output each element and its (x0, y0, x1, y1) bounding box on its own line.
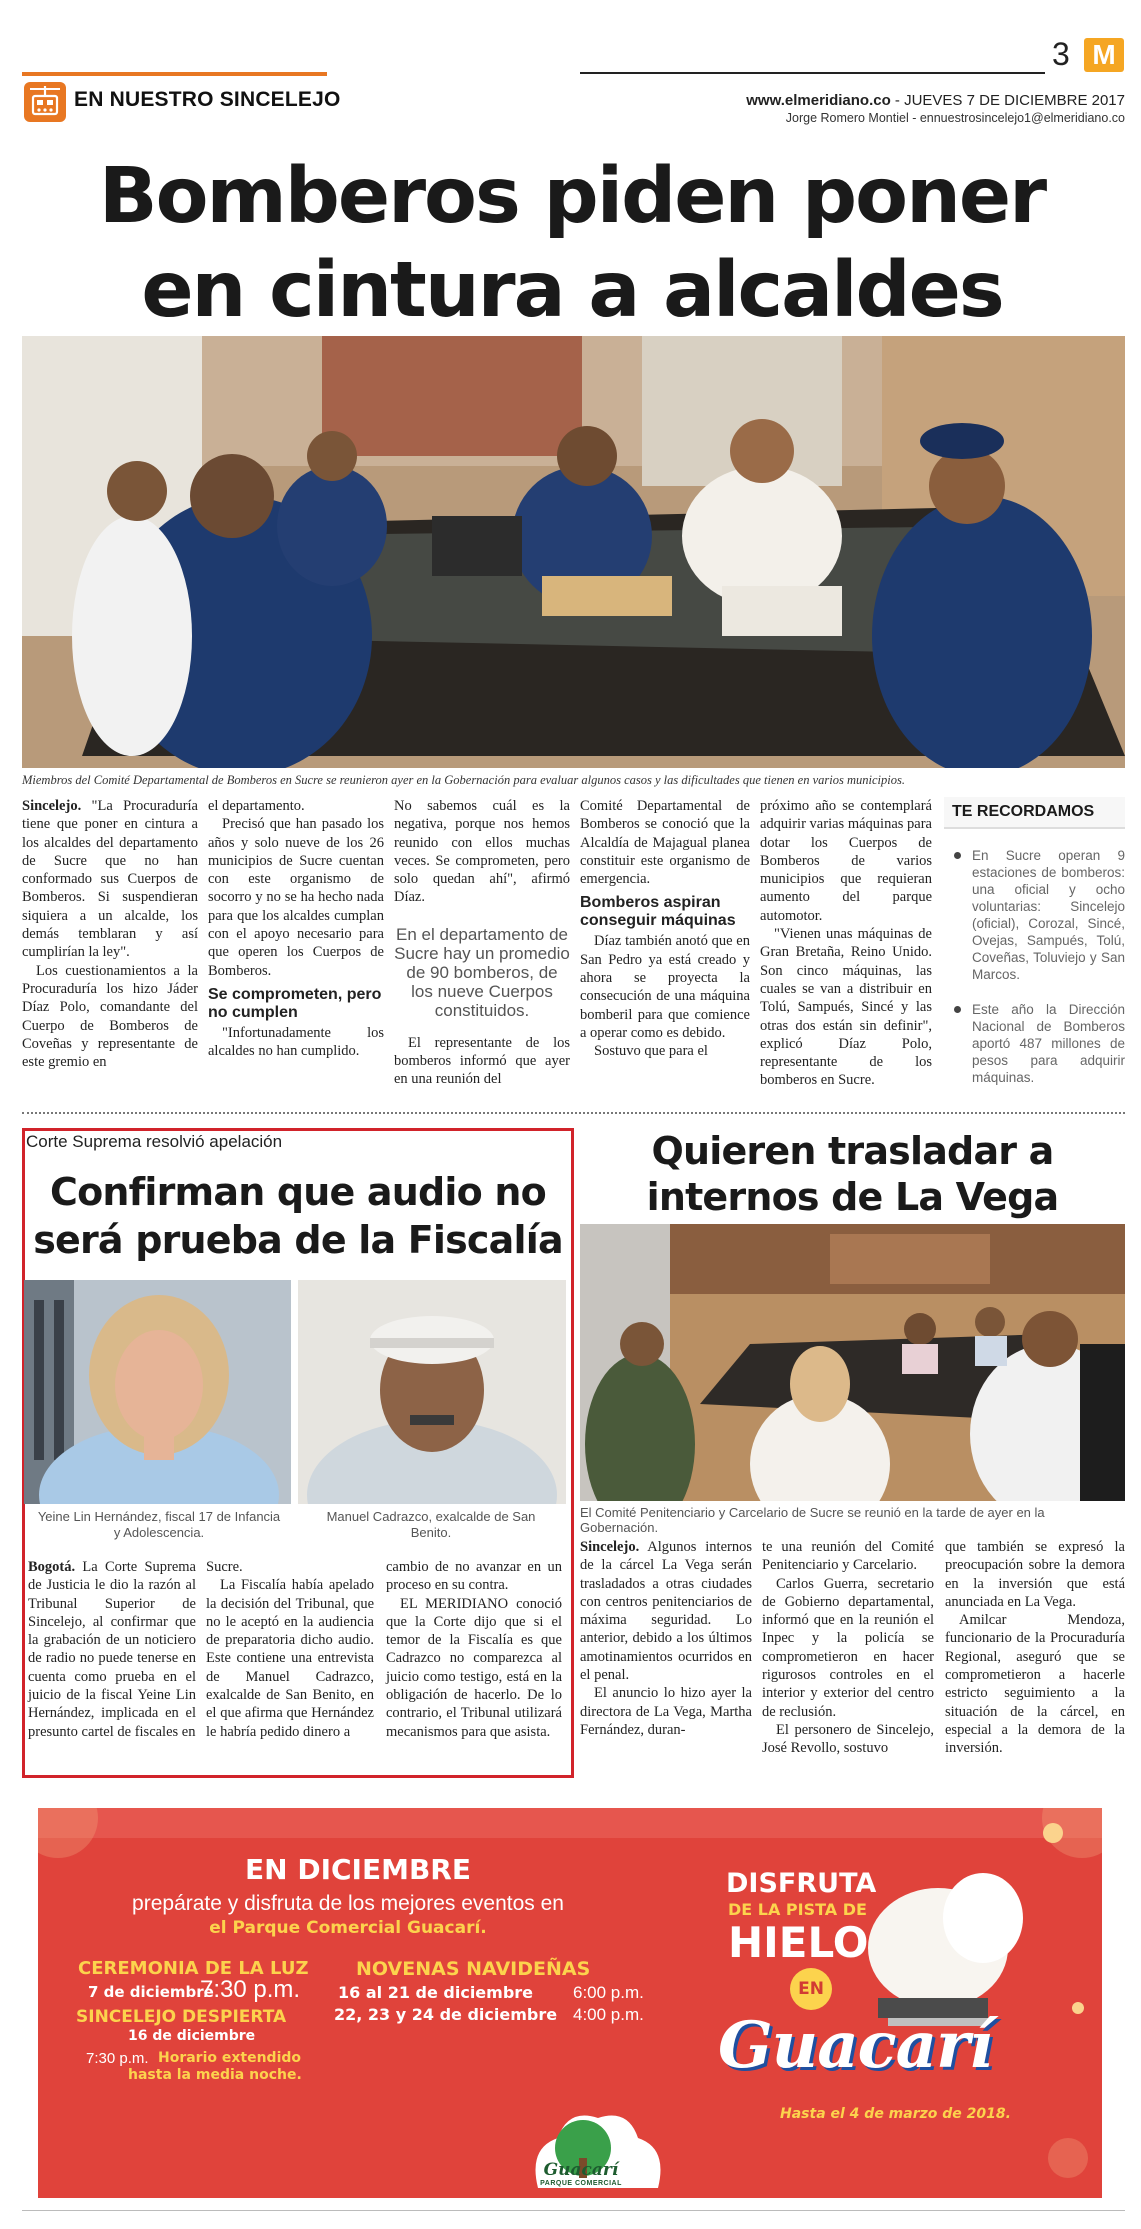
article2-headline-line1: Confirman que audio no (50, 1170, 546, 1214)
article3-headline (580, 1128, 1125, 1220)
paragraph: "Infortunadamente los alcaldes no han cumplido. (208, 1024, 384, 1060)
mayor-photo-caption: Manuel Cadrazco, exalcalde de San Benito. (326, 1509, 536, 1540)
article3-column-1 (580, 1538, 752, 1739)
article2-headline-line2: será prueba de la Fiscalía (33, 1218, 563, 1262)
paragraph: El anuncio lo hizo ayer la directora de La Vega, Martha Fernández, duran- (580, 1685, 752, 1738)
paragraph: te una reunión del Comité Penitenciario y Carcelario. (762, 1539, 934, 1574)
firefighters-meeting-photo (22, 336, 1125, 768)
article2-column-1 (28, 1558, 196, 1741)
guacari-logo-subtitle: PARQUE COMERCIAL (540, 2180, 622, 2187)
guacari-logo-name: Guacarí (543, 2160, 619, 2180)
ad-event-date: 16 de diciembre (128, 2028, 256, 2044)
author-email: Jorge Romero Montiel - ennuestrosincelejo1@elmeridiano.co (785, 111, 1125, 125)
ad-event-note: Horario extendido (158, 2050, 302, 2066)
paragraph: "Vienen unas máquinas de Gran Bretaña, Reino Unido. Son cinco máquinas, las cuales se van a distribuir en Tolú, Sampués, Sincé y las otras dos están sin definir", explicó Díaz Polo, representante de los bomberos en Sucre. (760, 926, 932, 1089)
article2-column-3 (386, 1558, 562, 1741)
prison-photo-caption: El Comité Penitenciario y Carcelario de Sucre se reunió en la tarde de ayer en la Gobernación. (580, 1505, 1045, 1535)
article1-column-2 (208, 797, 384, 1061)
paragraph: Díaz también anotó que en San Pedro ya está creado y ahora se proyecta la consecución de una máquina bomberil para que comience a operar como es debido. (580, 933, 750, 1041)
ad-promo-until: Hasta el 4 de marzo de 2018. (780, 2106, 1011, 2122)
article2-kicker: Corte Suprema resolvió apelación (26, 1132, 283, 1151)
ad-en-badge: EN (790, 1968, 832, 2010)
paragraph: El personero de Sincelejo, José Revollo, sostuvo (762, 1721, 934, 1757)
ad-promo-sub: DE LA PISTA DE (728, 1900, 867, 1919)
article3-headline-line1: Quieren trasladar a (651, 1129, 1054, 1173)
ad-promo-title: DISFRUTA (726, 1868, 877, 1899)
paragraph: Precisó que han pasado los años y solo nueve de los 26 municipios de Sucre cuentan con este organismo de socorro y no se ha hecho nada para que los alcaldes cumplan con el apoyo necesario para que operen los Cuerpos de Bomberos. (208, 816, 384, 979)
article1-column-4 (580, 797, 750, 1061)
article3-column-3 (945, 1538, 1125, 1758)
dateline: Bogotá. (28, 1559, 76, 1575)
site-url[interactable]: www.elmeridiano.co (746, 92, 891, 109)
ad-event-date: 7 de diciembre (88, 1983, 214, 2001)
ad-event-title: NOVENAS NAVIDEÑAS (356, 1958, 591, 1980)
newspaper-logo: M (1084, 38, 1124, 72)
paragraph: No sabemos cuál es la negativa, porque nos hemos reunido con ellos muchas veces. Se comprometen, pero solo quedan ahí", afirmó Díaz. (394, 798, 570, 906)
paragraph: EL MERIDIANO conoció que la Corte dijo que si el temor de la Fiscalía es que Cadrazco no comparezca al juicio como testigo, está en la obligación de hacerlo. De lo contrario, el Tribunal utilizará mecanismos para que asista. (386, 1595, 562, 1740)
article3-headline-line2: internos de La Vega (646, 1175, 1059, 1219)
article1-column-3 (394, 797, 570, 1089)
ad-guacari-wordmark: Guacarí (718, 2008, 993, 2083)
article1-column-5 (760, 797, 932, 1090)
article3-column-2 (762, 1538, 934, 1758)
subheading: Bomberos aspiran conseguir máquinas (580, 894, 736, 930)
ad-event-time: 6:00 p.m. (573, 1983, 644, 2002)
paragraph: Los cuestionamientos a la Procuraduría los hizo Jáder Díaz Polo, comandante del Cuerpo de Bomberos de Coveñas y representante de este gremio en (22, 962, 198, 1071)
reminder-sidebar (944, 797, 1125, 1103)
ad-subtitle: prepárate y disfruta de los mejores eventos en (132, 1892, 564, 1915)
main-headline-line2: en cintura a alcaldes (141, 246, 1003, 335)
subheading: Se comprometen, pero no cumplen (208, 985, 382, 1021)
issue-date: - JUEVES 7 DE DICIEMBRE 2017 (890, 92, 1125, 109)
paragraph: Sostuvo que para el (594, 1043, 708, 1060)
main-headline (22, 150, 1122, 338)
sidebar-bullet-item: Este año la Dirección Nacional de Bomberos aportó 487 millones de pesos para adquirir máquinas. (944, 1001, 1125, 1086)
prosecutor-portrait-photo (24, 1280, 291, 1504)
header-rule (580, 72, 1045, 74)
ad-event-time: 4:00 p.m. (573, 2005, 644, 2024)
prosecutor-photo-caption: Yeine Lin Hernández, fiscal 17 de Infancia y Adolescencia. (37, 1509, 281, 1540)
paragraph: La Corte Suprema de Justicia le dio la razón al Tribunal Superior de Sincelejo, al confirmar que la grabación de un noticiero de radio no puede tenerse en cuenta como prueba en el juicio de la fiscal Yeine Lin Hernández, implicada en el presunto cartel de fiscales en (28, 1559, 196, 1740)
paragraph: Carlos Guerra, secretario de Gobierno departamental, informó que en la reunión el Inpec y la policía se comprometieron en hacer rigurosos controles en el interior y exterior del centro de reclusión. (762, 1575, 934, 1720)
paragraph: Sucre. (206, 1559, 243, 1575)
ad-event-note: hasta la media noche. (128, 2067, 302, 2083)
ad-headline: EN DICIEMBRE (245, 1853, 471, 1886)
section-divider (22, 1112, 1125, 1114)
guacari-advertisement[interactable] (38, 1808, 1102, 2198)
dateline: Sincelejo. (22, 798, 82, 814)
footer-rule (22, 2210, 1125, 2211)
ad-event-time: 7:30 p.m. (200, 1976, 301, 2003)
paragraph: Algunos internos de la cárcel La Vega serán trasladados a otras ciudades con centros penitenciarios de máxima seguridad. Lo anterior, debido a los últimos amotinamientos ocurridos en el penal. (580, 1539, 752, 1684)
sidebar-title: TE RECORDAMOS (944, 797, 1125, 829)
main-photo-caption: Miembros del Comité Departamental de Bomberos en Sucre se reunieron ayer en la Gobernación para evaluar algunos casos y las dificultades que tienen en varios municipios. (22, 773, 905, 787)
ad-event-title: CEREMONIA DE LA LUZ (78, 1958, 309, 1979)
article1-column-1 (22, 797, 198, 1071)
former-mayor-portrait-photo (298, 1280, 566, 1504)
section-lift-icon (24, 82, 66, 122)
paragraph: El representante de los bomberos informó que ayer en una reunión del (394, 1034, 570, 1088)
article2-headline (26, 1168, 570, 1264)
paragraph: próximo año se contemplará adquirir varias máquinas para dotar los Cuerpos de Bomberos de varios municipios que requieran aumento del parque automotor. (760, 798, 932, 924)
ad-background-decoration (38, 1808, 1102, 2198)
dateline: Sincelejo. (580, 1539, 640, 1555)
paragraph: el departamento. (208, 798, 305, 814)
ad-venue: el Parque Comercial Guacarí. (209, 1918, 487, 1938)
ad-event-date: 22, 23 y 24 de diciembre (334, 2005, 558, 2024)
header-url-date (580, 92, 1125, 109)
section-accent-bar (22, 72, 327, 76)
pull-quote: En el departamento de Sucre hay un promedio de 90 bomberos, de los nueve Cuerpos constituidos. (394, 924, 570, 1020)
section-title: EN NUESTRO SINCELEJO (74, 88, 341, 111)
ad-promo-hielo: HIELO (728, 1918, 869, 1967)
paragraph: que también se expresó la preocupación sobre la demora en la inversión que está anunciada en La Vega. (945, 1539, 1125, 1610)
ad-event-time: 7:30 p.m. (86, 2050, 149, 2067)
paragraph: Comité Departamental de Bomberos se conoció que la Alcaldía de Majagual planea constituir este organismo de emergencia. (580, 798, 750, 888)
prison-committee-photo (580, 1224, 1125, 1501)
article2-column-2 (206, 1558, 374, 1741)
page-number: 3 (1052, 36, 1070, 72)
main-headline-line1: Bomberos piden poner (98, 152, 1046, 241)
paragraph: La Fiscalía había apelado la decisión del Tribunal, que no le aceptó en la audiencia de preparatoria dicho audio. Este contiene una entrevista de Manuel Cadrazco, exalcalde de San Benito, en el que afirma que Hernández le habría pedido dinero a (206, 1577, 374, 1740)
paragraph: cambio de no avanzar en un proceso en su contra. (386, 1559, 562, 1594)
ad-event-title: SINCELEJO DESPIERTA (76, 2007, 287, 2027)
ad-event-date: 16 al 21 de diciembre (338, 1983, 534, 2002)
paragraph: "La Procuraduría tiene que poner en cintura a los alcaldes del departamento de Sucre que no han conformado sus Cuerpos de Bomberos. Si suspendieran siquiera a un alcalde, los demás temblaran y así cumplirían la ley". (22, 798, 198, 961)
paragraph: Amilcar Mendoza, funcionario de la Procuraduría Regional, aseguró que se comprometieron a hacerle estricto seguimiento a la situación de la cárcel, en especial a la demora de la inversión. (945, 1612, 1125, 1757)
sidebar-bullet-item: En Sucre operan 9 estaciones de bomberos: una oficial y ocho voluntarias: Sincelejo (oficial), Corozal, Sincé, Ovejas, Sampués, Tolú, Coveñas, Toluviejo y San Marcos. (944, 847, 1125, 983)
